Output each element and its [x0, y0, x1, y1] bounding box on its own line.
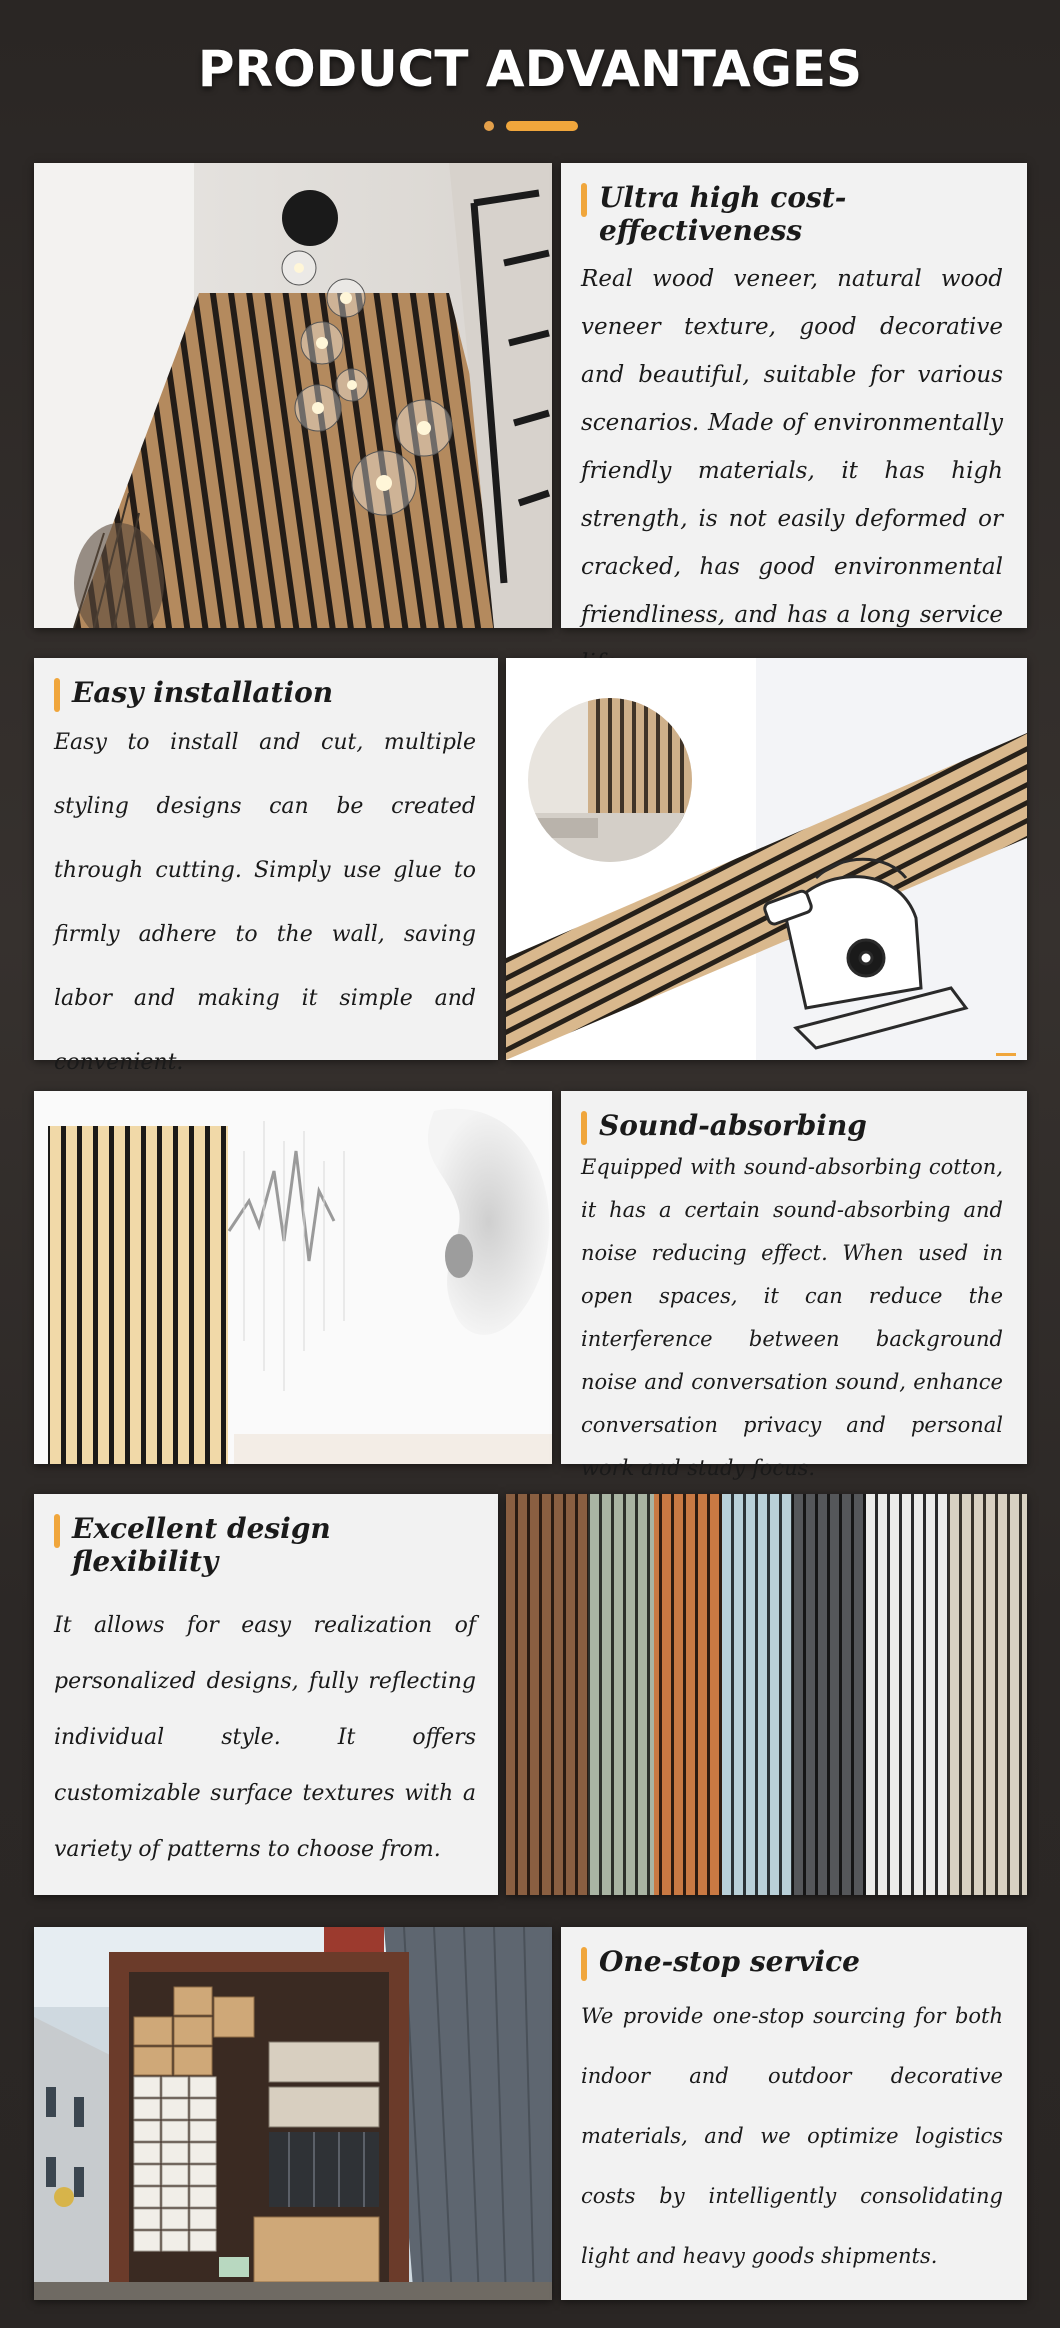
- section-body: Equipped with sound-absorbing cotton, it has a certain sound-absorbing and noise reducing effect. When used in open spaces, it can reduce the interference between background noise and conversation sound, enhance conversation privacy and personal work and study focus.: [581, 1155, 1003, 1480]
- sound-wave-ear-image: [34, 1091, 552, 1464]
- section-heading: Ultra high cost-effectiveness: [581, 181, 1003, 247]
- saw-cutting-panel-image: [506, 658, 1027, 1060]
- section-design-flexibility: [34, 1494, 1027, 1895]
- section-card: [561, 163, 1027, 628]
- decoration-dot: [484, 121, 494, 131]
- staircase-slat-wall-image: [34, 163, 552, 628]
- section-body: We provide one-stop sourcing for both indoor and outdoor decorative materials, and we optimize logistics costs by intelligently consolidating light and heavy goods shipments.: [581, 2004, 1003, 2268]
- section-sound-absorbing: [34, 1091, 1027, 1480]
- page-title: PRODUCT ADVANTAGES: [197, 40, 863, 98]
- section-card: [34, 1494, 498, 1895]
- section-easy-installation: [34, 658, 1027, 1075]
- section-heading: Sound-absorbing: [581, 1109, 1003, 1142]
- section-heading: Easy installation: [54, 676, 476, 709]
- title-decoration: [484, 120, 580, 132]
- section-card: [561, 1091, 1027, 1480]
- multicolor-slat-panels-image: [506, 1494, 1027, 1895]
- section-one-stop-service: [34, 1927, 1027, 2300]
- section-heading: Excellent design flexibility: [54, 1512, 476, 1578]
- shipping-container-image: [34, 1927, 552, 2300]
- section-body: Easy to install and cut, multiple styling designs can be created through cutting. Simply use glue to firmly adhere to the wall, saving labor and making it simple and convenient.: [54, 730, 476, 1075]
- section-heading: One-stop service: [581, 1945, 1003, 1978]
- section-card: [561, 1927, 1027, 2300]
- decoration-bar: [506, 121, 578, 131]
- section-cost-effectiveness: [34, 163, 1027, 628]
- section-body: It allows for easy realization of personalized designs, fully reflecting individual style. It offers customizable surface textures with a variety of patterns to choose from.: [54, 1613, 476, 1862]
- section-body: Real wood veneer, natural wood veneer texture, good decorative and beautiful, suitable for various scenarios. Made of environmentally friendly materials, it has high strength, is not easily deformed or cracked, has good environmental friendliness, and has a long service: [581, 266, 1003, 628]
- section-card: [34, 658, 498, 1075]
